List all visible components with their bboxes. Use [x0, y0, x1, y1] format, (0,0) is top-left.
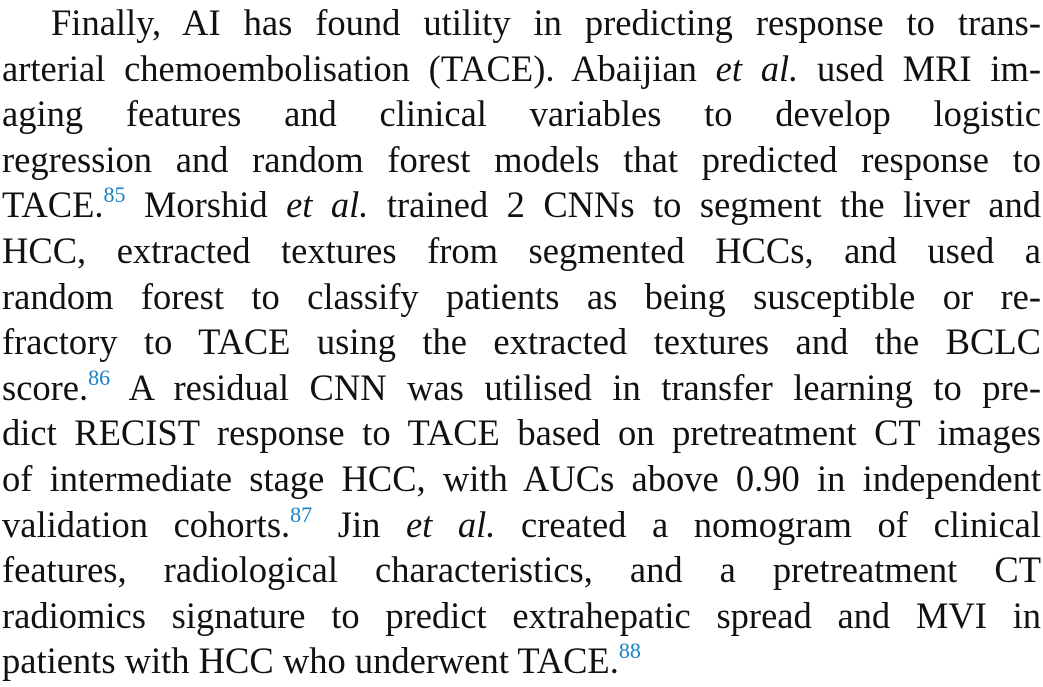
text-line — [51, 0, 1041, 46]
line-text: trained 2 CNNs to segment the liver and — [368, 184, 1042, 226]
line-text: fractory to TACE using the extracted textures and the BCLC — [2, 321, 1041, 363]
text-line — [2, 502, 1041, 548]
line-text: created a nomogram of clinical — [495, 503, 1041, 545]
line-text: of intermediate stage HCC, with AUCs above 0.90 in independent — [2, 458, 1041, 499]
text-line — [2, 319, 1041, 365]
text-line — [2, 182, 1041, 228]
line-text: features, radiological characteristics, and a pretreatment CT — [2, 549, 1041, 591]
line-text: TACE. — [2, 184, 104, 226]
line-text: random forest to classify patients as being susceptible or re- — [2, 275, 1041, 317]
text-line — [2, 456, 1041, 502]
text-line — [2, 228, 1041, 274]
text-line — [2, 638, 1041, 684]
line-text: patients with HCC who underwent TACE. — [2, 640, 619, 682]
line-text: dict RECIST response to TACE based on pretreatment CT images — [2, 412, 1041, 454]
text-line — [2, 274, 1041, 320]
text-line — [2, 46, 1041, 92]
line-text: Morshid — [125, 184, 287, 226]
text-line — [2, 365, 1041, 411]
line-text: regression and random forest models that predicted response to — [2, 138, 1041, 180]
reference-link-87[interactable]: 87 — [290, 501, 313, 527]
reference-link-88[interactable]: 88 — [618, 638, 641, 664]
line-text: aging features and clinical variables to develop logistic — [2, 93, 1041, 135]
et-al-text: et al. — [715, 47, 799, 89]
et-al-text: et al. — [286, 184, 369, 226]
text-line — [2, 547, 1041, 593]
line-text: HCC, extracted textures from segmented HCCs, and used a — [2, 230, 1041, 271]
text-line — [2, 593, 1041, 639]
line-text: Finally, AI has found utility in predicting response to trans- — [51, 2, 1041, 43]
text-line — [2, 137, 1041, 183]
line-text: A residual CNN was utilised in transfer learning to pre- — [110, 366, 1041, 408]
text-line — [2, 410, 1041, 456]
reference-link-86[interactable]: 86 — [88, 364, 111, 390]
line-text: validation cohorts. — [2, 503, 291, 545]
line-text: used MRI im- — [798, 47, 1042, 89]
line-text: score. — [2, 366, 89, 408]
line-text: arterial chemoembolisation (TACE). Abaijian — [2, 47, 716, 89]
et-al-text: et al. — [405, 503, 496, 545]
reference-link-85[interactable]: 85 — [103, 182, 126, 208]
line-text: radiomics signature to predict extrahepatic spread and MVI in — [2, 594, 1041, 636]
line-text: Jin — [312, 503, 406, 545]
text-line — [2, 91, 1041, 137]
